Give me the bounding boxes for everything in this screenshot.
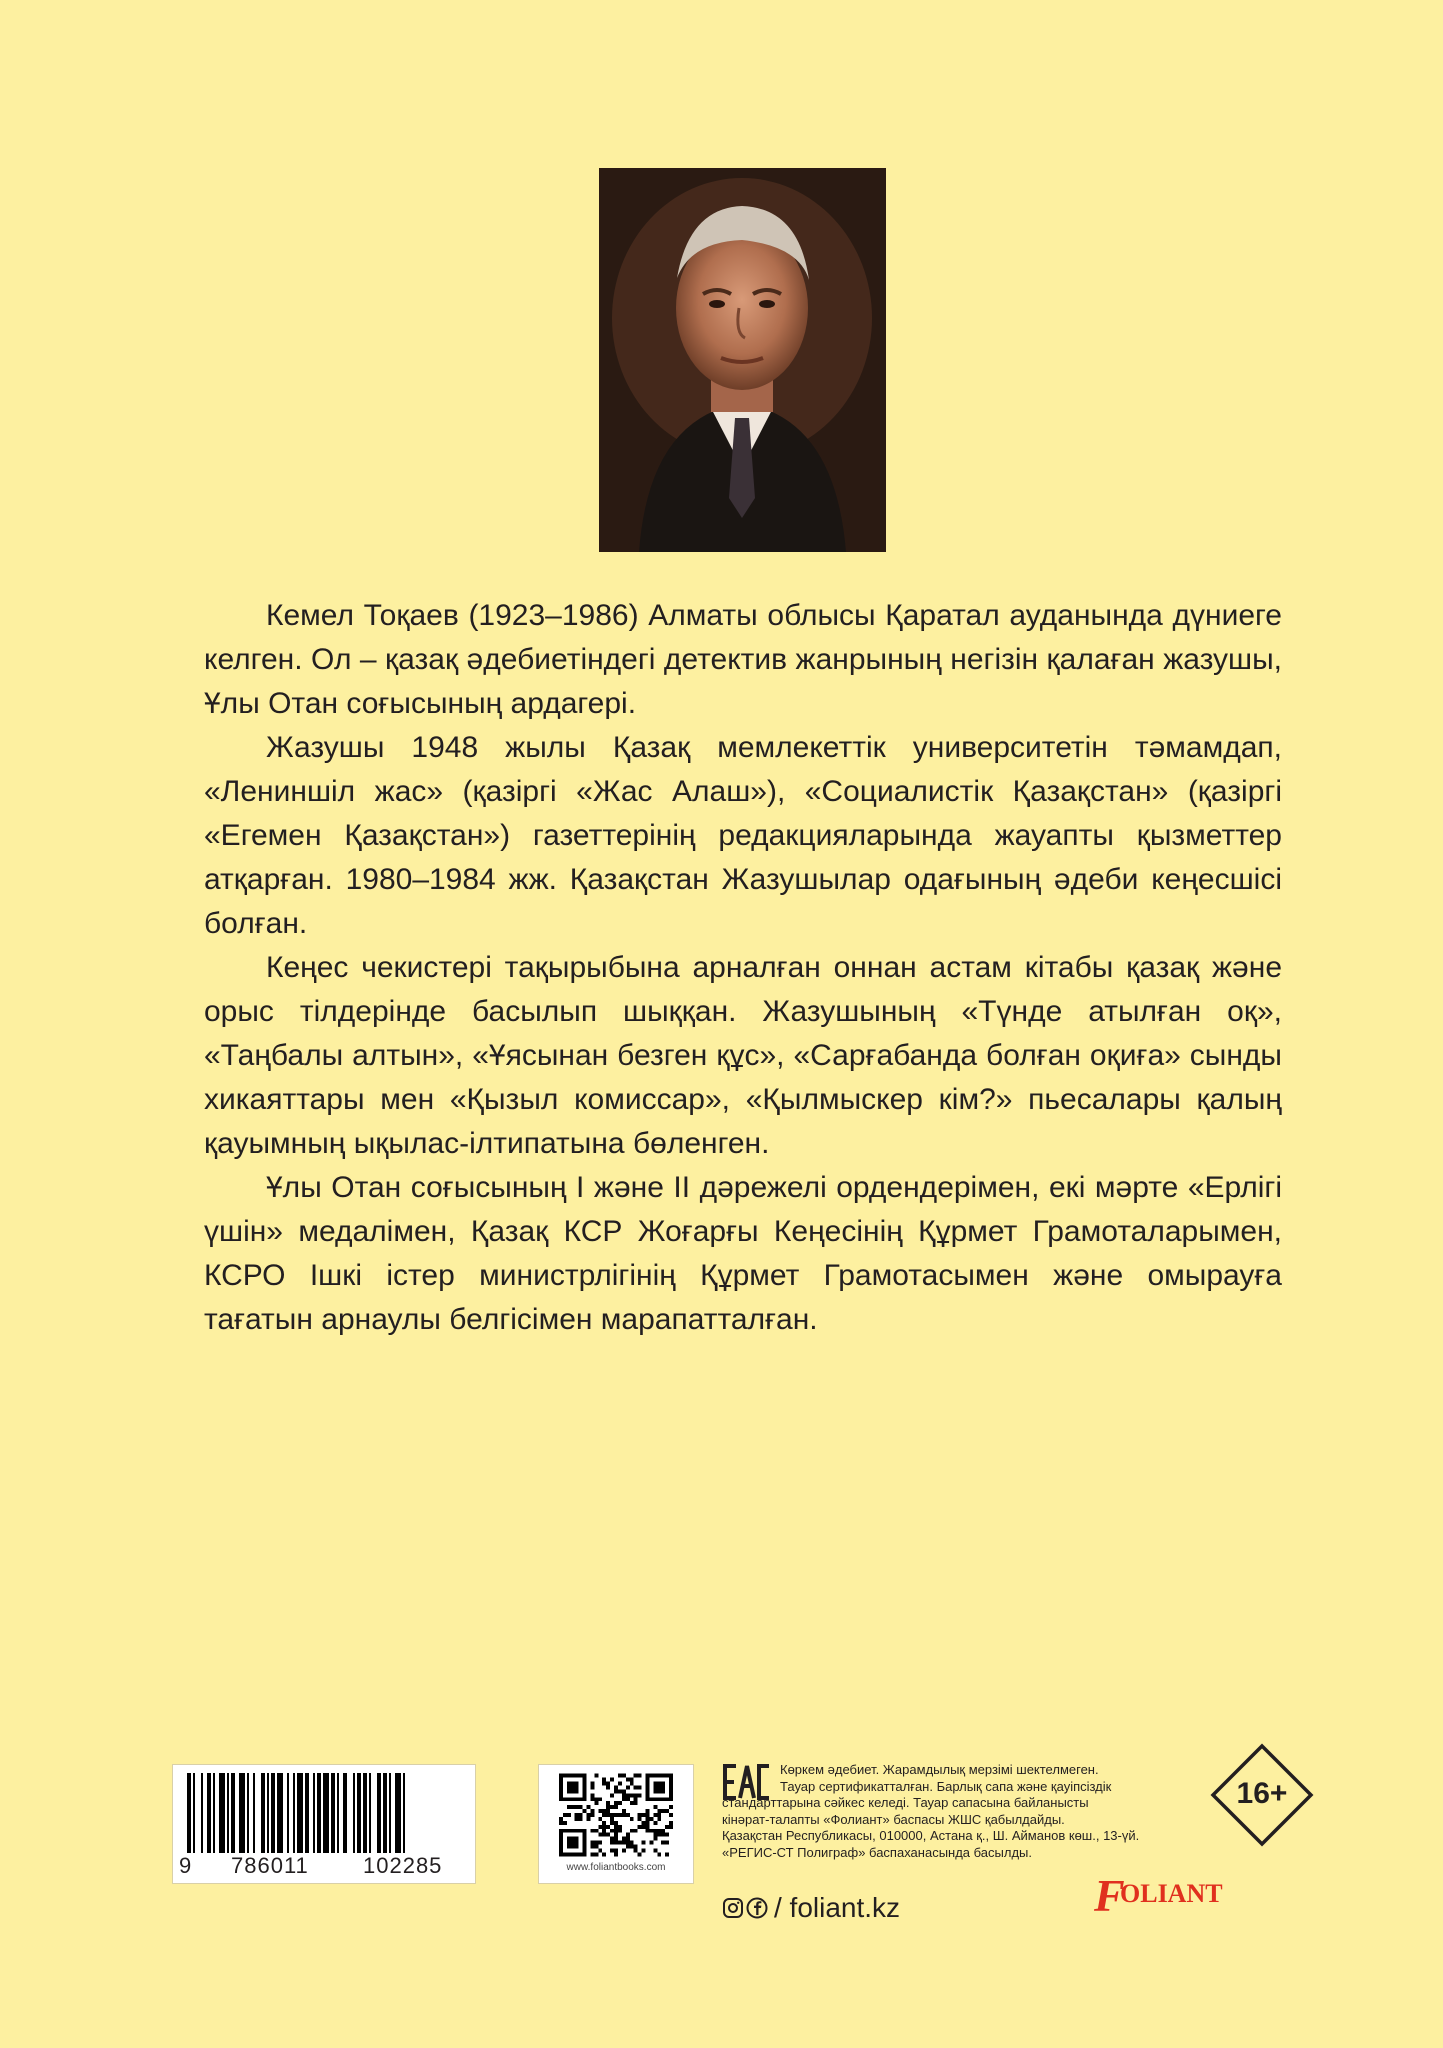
author-portrait [599, 168, 886, 552]
biography-paragraph: Кеңес чекистері тақырыбына арналған оннан астам кітабы қазақ және орыс тілдерінде басылып шыққан. Жазушының «Түнде атылған оқ», «Таңбалы алтын», «Ұясынан безген құс», «Сарғабанда болған оқиға» сынды хикаяттары мен «Қызыл комиссар», «Қылмыскер кім?» пьесалары қалың қауымның ықылас-ілтипатына бөленген. [204, 951, 1282, 1160]
isbn-barcode [172, 1764, 476, 1884]
barcode-digits-right: 102285 [363, 1853, 443, 1878]
certification-line: стандарттарына сәйкес келеді. Тауар сапасына байланысты [722, 1795, 1089, 1810]
instagram-icon[interactable] [722, 1897, 744, 1919]
publisher-logo-initial: F [1094, 1870, 1125, 1921]
qr-code-icon [559, 1773, 673, 1857]
author-portrait-drawing [599, 168, 886, 552]
qr-code-box [538, 1764, 694, 1884]
age-rating-badge [1210, 1743, 1314, 1847]
barcode-digit-first: 9 [179, 1853, 192, 1878]
website-link[interactable]: / foliant.kz [774, 1892, 901, 1923]
certification-line: Көркем әдебиет. Жарамдылық мерзімі шектелмеген. [780, 1762, 1099, 1777]
social-links [722, 1890, 900, 1926]
barcode-digits [173, 1853, 475, 1881]
facebook-icon[interactable] [746, 1897, 768, 1919]
certification-line: кінәрат-талапты «Фолиант» баспасы ЖШС қабылдайды. [722, 1811, 1065, 1827]
biography-paragraph: Жазушы 1948 жылы Қазақ мемлекеттік университетін тәмамдап, «Лениншіл жас» (қазіргі «Жас Алаш»), «Социалистік Қазақстан» (қазіргі «Егемен Қазақстан») газеттерінің редакцияларында жауапты қызметтер атқарған. 1980–1984 жж. Қазақстан Жазушылар одағының әдеби кеңесшісі болған. [204, 731, 1282, 940]
certification-line: Тауар сертификатталған. Барлық сапа және қауіпсіздік [780, 1778, 1112, 1794]
author-biography [204, 594, 1282, 1342]
age-rating-label: 16+ [1236, 1777, 1288, 1810]
certification-line: «РЕГИС-СТ Полиграф» баспаханасында басылды. [722, 1844, 1032, 1860]
biography-paragraph: Ұлы Отан соғысының І және ІІ дәрежелі ордендерімен, екі мәрте «Ерлігі үшін» медалімен, Қазақ КСР Жоғарғы Кеңесінің Құрмет Грамоталарымен, КСРО Ішкі істер министрлігінің Құрмет Грамотасымен және омырауға тағатын арнаулы белгісімен марапатталған. [204, 1171, 1282, 1336]
publisher-logo-text: OLIANT [1120, 1879, 1223, 1908]
certification-info [722, 1762, 1192, 1861]
certification-line: Қазақстан Республикасы, 010000, Астана қ., Ш. Айманов көш., 13-үй. [722, 1828, 1140, 1843]
biography-paragraph: Кемел Тоқаев (1923–1986) Алматы облысы Қаратал ауданында дүниеге келген. Ол – қазақ әдебиетіндегі детектив жанрының негізін қалаған жазушы, Ұлы Отан соғысының ардагері. [204, 599, 1282, 720]
barcode-bars [187, 1773, 472, 1853]
qr-url: www.foliantbooks.com [566, 1862, 666, 1873]
barcode-digits-left: 786011 [231, 1853, 309, 1878]
publisher-logo [1094, 1870, 1244, 1921]
